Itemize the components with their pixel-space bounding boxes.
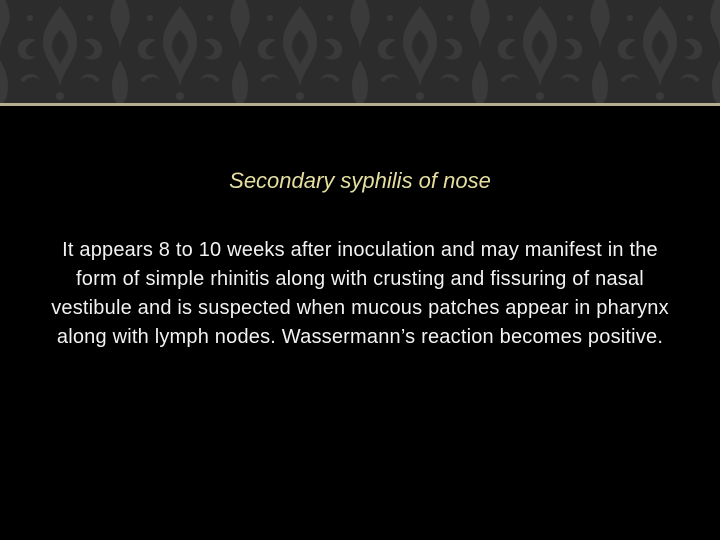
damask-header-band <box>0 0 720 103</box>
damask-pattern <box>0 0 720 103</box>
slide-content <box>40 106 680 540</box>
slide-subtitle: Secondary syphilis of nose <box>229 168 491 193</box>
slide-body-text: It appears 8 to 10 weeks after inoculation and may manifest in the form of simple rhinitis along with crusting and fissuring of nasal vestibule and is suspected when mucous patches appear in pharynx along with lymph nodes. Wassermann’s reaction becomes positive. <box>51 239 669 348</box>
